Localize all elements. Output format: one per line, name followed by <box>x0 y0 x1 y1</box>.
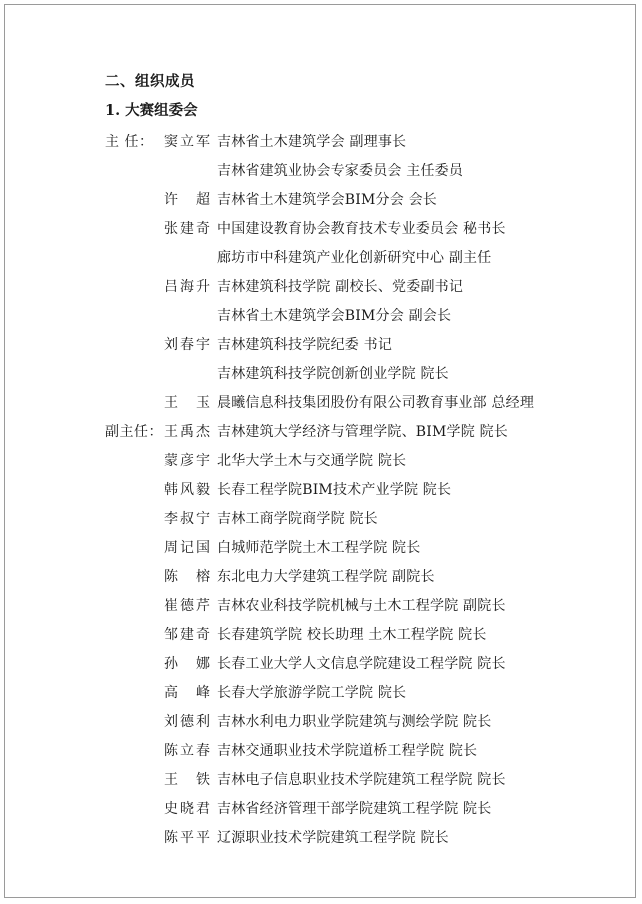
member-name: 王禹杰 <box>164 424 210 440</box>
member-row <box>0 563 642 592</box>
member-row <box>0 476 642 505</box>
member-name: 高 峰 <box>164 685 210 701</box>
member-title: 晨曦信息科技集团股份有限公司教育事业部 总经理 <box>217 395 535 411</box>
member-name: 许 超 <box>164 192 210 208</box>
member-name: 陈 榕 <box>164 569 210 585</box>
member-title: 吉林交通职业技术学院道桥工程学院 院长 <box>217 743 478 759</box>
committee-member-list <box>0 128 642 853</box>
member-row <box>0 215 642 244</box>
member-row <box>0 737 642 766</box>
member-row <box>0 244 642 273</box>
member-row <box>0 360 642 389</box>
member-title: 吉林建筑科技学院创新创业学院 院长 <box>217 366 449 382</box>
section-heading: 二、组织成员 <box>105 73 195 90</box>
member-role: 副主任： <box>105 424 163 440</box>
member-name: 孙 娜 <box>164 656 210 672</box>
member-row <box>0 766 642 795</box>
member-name: 李叔宁 <box>164 511 210 527</box>
member-row <box>0 679 642 708</box>
member-title: 吉林省土木建筑学会BIM分会 副会长 <box>217 308 452 324</box>
member-row <box>0 186 642 215</box>
member-row <box>0 157 642 186</box>
member-title: 吉林建筑科技学院 副校长、党委副书记 <box>217 279 464 295</box>
member-name: 史晓君 <box>164 801 210 817</box>
member-row <box>0 331 642 360</box>
member-title: 吉林水利电力职业学院建筑与测绘学院 院长 <box>217 714 492 730</box>
member-title: 中国建设教育协会教育技术专业委员会 秘书长 <box>217 221 506 237</box>
member-title: 长春大学旅游学院工学院 院长 <box>217 685 407 701</box>
member-title: 吉林省土木建筑学会 副理事长 <box>217 134 407 150</box>
member-row <box>0 418 642 447</box>
member-name: 陈平平 <box>164 830 210 846</box>
member-name: 韩风毅 <box>164 482 210 498</box>
member-name: 崔德芹 <box>164 598 210 614</box>
member-name: 王 玉 <box>164 395 210 411</box>
member-name: 周记国 <box>164 540 210 556</box>
member-title: 吉林电子信息职业技术学院建筑工程学院 院长 <box>217 772 506 788</box>
member-name: 王 铁 <box>164 772 210 788</box>
member-row <box>0 650 642 679</box>
member-title: 东北电力大学建筑工程学院 副院长 <box>217 569 435 585</box>
member-row <box>0 534 642 563</box>
member-title: 吉林省土木建筑学会BIM分会 会长 <box>217 192 438 208</box>
member-row <box>0 447 642 476</box>
member-name: 刘春宇 <box>164 337 210 353</box>
member-title: 吉林农业科技学院机械与土木工程学院 副院长 <box>217 598 506 614</box>
member-name: 窦立军 <box>164 134 210 150</box>
member-name: 陈立春 <box>164 743 210 759</box>
member-title: 吉林省建筑业协会专家委员会 主任委员 <box>217 163 464 179</box>
member-row <box>0 824 642 853</box>
member-name: 刘德利 <box>164 714 210 730</box>
member-row <box>0 128 642 157</box>
member-row <box>0 708 642 737</box>
subsection-heading: 1. 大赛组委会 <box>105 102 198 119</box>
member-title: 吉林工商学院商学院 院长 <box>217 511 378 527</box>
member-title: 长春工程学院BIM技术产业学院 院长 <box>217 482 452 498</box>
member-name: 邹建奇 <box>164 627 210 643</box>
member-title: 白城师范学院土木工程学院 院长 <box>217 540 421 556</box>
member-name: 吕海升 <box>164 279 210 295</box>
member-title: 吉林建筑科技学院纪委 书记 <box>217 337 393 353</box>
member-row <box>0 592 642 621</box>
member-role: 主 任： <box>105 134 154 150</box>
member-title: 吉林建筑大学经济与管理学院、BIM学院 院长 <box>217 424 509 440</box>
member-row <box>0 273 642 302</box>
member-row <box>0 621 642 650</box>
member-title: 北华大学土木与交通学院 院长 <box>217 453 407 469</box>
member-name: 张建奇 <box>164 221 210 237</box>
member-row <box>0 302 642 331</box>
member-title: 长春工业大学人文信息学院建设工程学院 院长 <box>217 656 506 672</box>
member-title: 长春建筑学院 校长助理 土木工程学院 院长 <box>217 627 487 643</box>
member-title: 辽源职业技术学院建筑工程学院 院长 <box>217 830 449 846</box>
member-row <box>0 389 642 418</box>
member-name: 蒙彦宇 <box>164 453 210 469</box>
member-title: 廊坊市中科建筑产业化创新研究中心 副主任 <box>217 250 492 266</box>
member-row <box>0 505 642 534</box>
member-row <box>0 795 642 824</box>
member-title: 吉林省经济管理干部学院建筑工程学院 院长 <box>217 801 492 817</box>
